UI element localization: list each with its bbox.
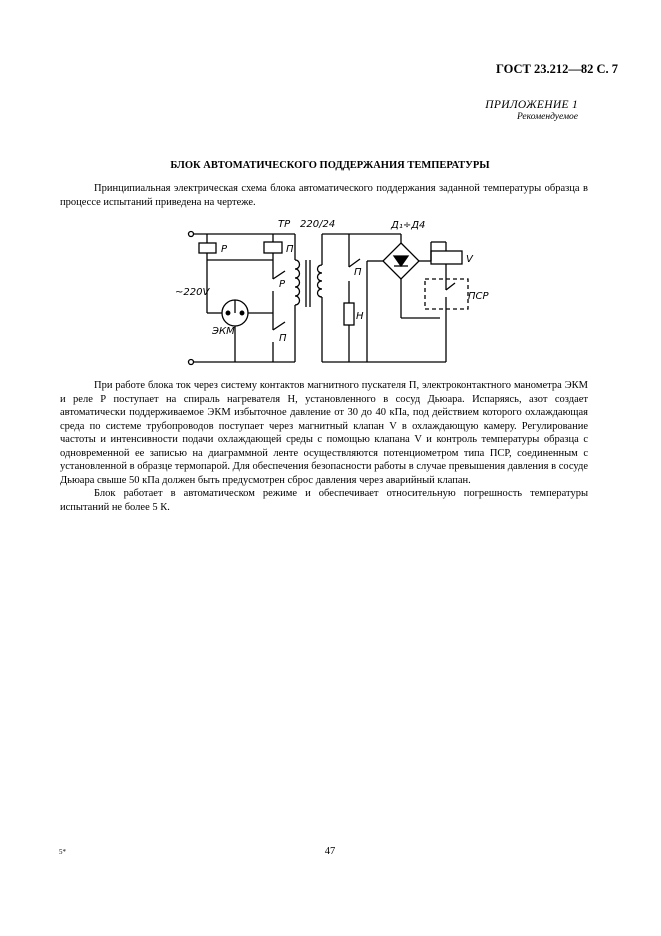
ekm-contact-left (226, 311, 230, 315)
label-ekm: ЭКМ (212, 326, 235, 337)
ekm-contact-right (240, 311, 244, 315)
label-valve-v: V (466, 254, 473, 265)
page-number: 47 (324, 846, 336, 857)
body-paragraphs (60, 379, 588, 514)
relay-r-contact (273, 271, 285, 279)
tr-secondary-winding (318, 265, 323, 297)
label-contact-p-right: П (354, 267, 362, 278)
label-ratio: 220/24 (300, 219, 336, 230)
starter-p-contact-right (349, 259, 360, 267)
label-tr: ТР (278, 219, 291, 230)
label-contact-r: Р (279, 279, 286, 290)
bottom-terminal (189, 360, 194, 365)
label-diodes: Д₁÷Д4 (391, 220, 426, 231)
recommended-label: Рекомендуемое (516, 112, 578, 122)
body-paragraph-2: Блок работает в автоматическом режиме и обеспечивает относительную погрешность температуры испытаний не более 5 К. (60, 488, 588, 513)
footer-mark: 5* (59, 848, 66, 856)
intro-text: Принципиальная электрическая схема блока автоматического поддержания заданной температуры образца в процессе испытаний приведена на чертеже. (60, 183, 588, 208)
standard-header: ГОСТ 23.212—82 С. 7 (495, 62, 618, 76)
top-terminal (189, 232, 194, 237)
tr-primary-winding (295, 260, 300, 305)
heater-h (344, 303, 354, 325)
body-paragraph-1: При работе блока ток через систему контактов магнитного пускателя П, электроконтактного манометра ЭКМ и реле Р поступает на спираль нагревателя Н, установленного в сосуд Дьюара. Испаряясь, азот создает автоматически поддерживаемое ЭКМ избыточное давление от 30 до 40 кПа, под действием которого охлаждающая среда по системе трубопроводов поступает через магнитный клапан V в охлаждающую камеру. Регулирование частоты и интенсивности подачи охлаждающей среды с помощью клапана V и контроль температуры образца с одновременной ее записью на диаграммной ленте осуществляются потенциометром типа ПСР, соединенным с установленной в образце термопарой. Для обеспечения безопасности работы в случае превышения давления в сосуде Дьюара свыше 50 кПа должен быть предусмотрен сброс давления через аварийный клапан. (60, 380, 588, 486)
section-title: БЛОК АВТОМАТИЧЕСКОГО ПОДДЕРЖАНИЯ ТЕМПЕРАТУРЫ (170, 160, 490, 171)
label-psr: ПСР (468, 291, 489, 302)
label-contact-p-bottom: П (279, 333, 287, 344)
circuit-diagram (155, 215, 489, 375)
valve-v-coil (431, 251, 462, 264)
label-heater-h: Н (356, 311, 364, 322)
relay-p-coil (199, 243, 216, 253)
label-voltage: ~220V (175, 287, 210, 298)
diode-symbol (394, 256, 408, 266)
label-relay-p: Р (221, 244, 228, 255)
intro-paragraph (60, 182, 588, 209)
label-starter-p: П (286, 244, 294, 255)
starter-p-contact (273, 322, 285, 330)
psr-contact (446, 283, 455, 290)
appendix-label: ПРИЛОЖЕНИЕ 1 (485, 99, 578, 111)
starter-p-coil (264, 242, 282, 253)
